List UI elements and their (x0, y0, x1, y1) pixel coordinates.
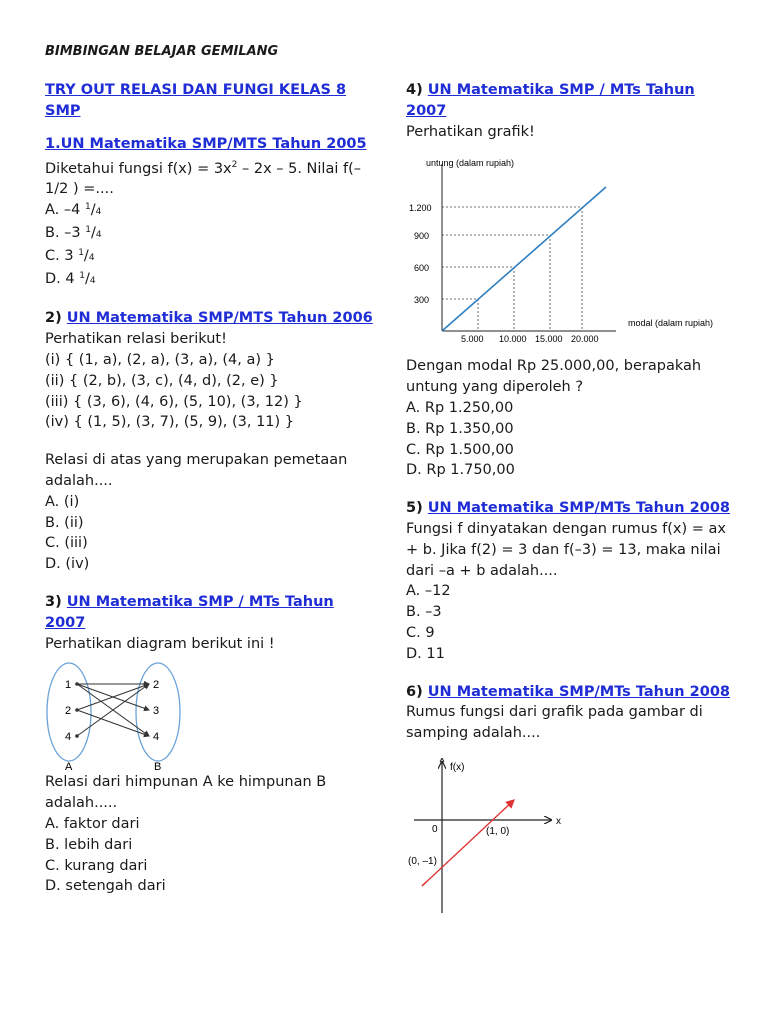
q3-option: D. setengah dari (45, 878, 166, 895)
q4-option: C. Rp 1.500,00 (406, 441, 514, 458)
arrow-diagram (45, 660, 205, 772)
q1-option: D. 4 $^1$/4 (45, 270, 96, 287)
q5-heading-link[interactable]: UN Matematika SMP/MTs Tahun 2008 (427, 500, 731, 517)
q1-heading[interactable]: 1.UN Matematika SMP/MTS Tahun 2005 (45, 136, 367, 152)
q5-heading: 5) UN Matematika SMP/MTs Tahun 2008 (406, 500, 731, 517)
q6-text: Rumus fungsi dari grafik pada gambar di samping adalah.... (406, 704, 703, 742)
xtick: 15.000 (535, 334, 563, 345)
q5-text: Fungsi f dinyatakan dengan rumus f(x) = ax + b. Jika f(2) = 3 dan f(–3) = 13, maka nilai dari –a + b adalah.... (406, 520, 726, 579)
ytick: 1.200 (409, 203, 432, 214)
profit-line (442, 187, 606, 331)
q4-heading: 4) UN Matematika SMP / MTs Tahun 2007 (406, 82, 695, 119)
q3-intro: Perhatikan diagram berikut ini ! (45, 635, 275, 652)
q2-option: D. (iv) (45, 556, 90, 573)
set-a-item: 4 (65, 731, 72, 744)
ytick: 300 (414, 295, 430, 306)
q2-heading-link[interactable]: UN Matematika SMP/MTS Tahun 2006 (66, 310, 373, 327)
question-3 (45, 592, 375, 897)
set-b-item: 4 (153, 731, 160, 744)
set-a-label: A (65, 761, 73, 773)
graph-ylabel: untung (dalam rupiah) (426, 158, 515, 169)
question-2 (45, 308, 375, 575)
q4-question: Dengan modal Rp 25.000,00, berapakah untung yang diperoleh ? (406, 358, 702, 396)
page-header: BIMBINGAN BELAJAR GEMILANG (45, 44, 279, 59)
q4-heading-link[interactable]: UN Matematika SMP / MTs Tahun 2007 (406, 82, 695, 119)
q4-option: B. Rp 1.350,00 (406, 420, 514, 437)
right-column (406, 80, 736, 918)
profit-graph (406, 146, 736, 356)
q2-option: C. (iii) (45, 535, 88, 552)
q1-text-b: – 2x – 5. Nilai f(– 1/2 ) =.... (45, 160, 362, 198)
function-graph (406, 758, 576, 918)
function-line (422, 800, 514, 886)
graph-ylabel: f(x) (450, 761, 465, 773)
set-a-item: 2 (65, 705, 72, 718)
point-x-label: (1, 0) (486, 825, 510, 837)
question-5 (406, 498, 736, 664)
ytick: 900 (414, 231, 430, 242)
q4-option: A. Rp 1.250,00 (406, 399, 514, 416)
q5-option: B. –3 (406, 604, 442, 621)
doc-title-link[interactable]: TRY OUT RELASI DAN FUNGI KELAS 8 SMP (45, 82, 347, 119)
q3-heading-link[interactable]: UN Matematika SMP / MTs Tahun 2007 (45, 593, 334, 631)
q1-option: B. –3 $^1$/4 (45, 225, 102, 242)
q3-option: B. lebih dari (45, 836, 133, 853)
q2-option: A. (i) (45, 493, 80, 510)
q2-relation: (iv) { (1, 5), (3, 7), (5, 9), (3, 11) } (45, 414, 295, 431)
xtick: 5.000 (461, 334, 484, 345)
question-6 (406, 682, 736, 918)
q2-question: Relasi di atas yang merupakan pemetaan adalah.... (45, 452, 348, 489)
q1-option: C. 3 $^1$/4 (45, 247, 95, 264)
q6-heading-link[interactable]: UN Matematika SMP/MTs Tahun 2008 (427, 683, 731, 700)
graph-xlabel: modal (dalam rupiah) (628, 318, 714, 329)
point-y-label: (0, –1) (408, 855, 437, 867)
q3-option: C. kurang dari (45, 857, 148, 874)
xtick: 20.000 (571, 334, 599, 345)
q2-relation: (ii) { (2, b), (3, c), (4, d), (2, e) } (45, 372, 279, 389)
q3-heading: 3) UN Matematika SMP / MTs Tahun 2007 (45, 593, 334, 631)
q3-option: A. faktor dari (45, 815, 140, 832)
xtick: 10.000 (499, 334, 527, 345)
set-b-label: B (154, 761, 162, 773)
q4-intro: Perhatikan grafik! (406, 123, 535, 140)
doc-title[interactable] (45, 80, 375, 122)
left-column (45, 80, 375, 897)
set-b-item: 2 (153, 679, 160, 692)
q5-option: D. 11 (406, 645, 445, 662)
set-b-item: 3 (153, 705, 160, 718)
q5-option: C. 9 (406, 624, 435, 641)
question-4 (406, 80, 736, 481)
q2-relation: (iii) { (3, 6), (4, 6), (5, 10), (3, 12) } (45, 393, 303, 410)
q6-heading: 6) UN Matematika SMP/MTs Tahun 2008 (406, 683, 731, 700)
q2-heading: 2) UN Matematika SMP/MTS Tahun 2006 (45, 310, 373, 327)
graph-xlabel: x (556, 815, 561, 827)
q2-relation: (i) { (1, a), (2, a), (3, a), (4, a) } (45, 352, 275, 368)
q2-intro: Perhatikan relasi berikut! (45, 331, 227, 348)
ytick: 600 (414, 263, 430, 274)
origin-label: 0 (432, 823, 438, 835)
q1-option: A. –4 $^1$/4 (45, 202, 102, 219)
q5-option: A. –12 (406, 583, 451, 600)
q4-option: D. Rp 1.750,00 (406, 462, 515, 479)
q1-text-a: Diketahui fungsi f(x) = 3x (45, 160, 232, 177)
q2-option: B. (ii) (45, 514, 84, 531)
question-1 (45, 134, 375, 291)
set-a-item: 1 (65, 679, 72, 692)
q1-sup: 2 (231, 159, 238, 170)
q3-question: Relasi dari himpunan A ke himpunan B adalah..... (45, 774, 327, 812)
q1-text (45, 155, 375, 200)
